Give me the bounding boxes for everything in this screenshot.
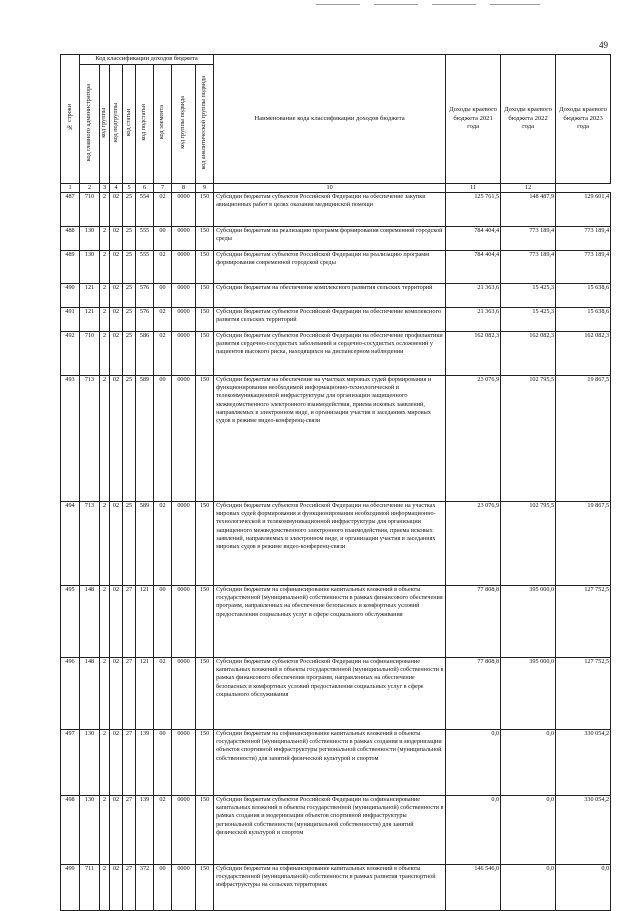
column-number: 12 — [501, 184, 556, 193]
subarticle-code: 576 — [136, 308, 154, 332]
income-2022: 162 082,3 — [501, 332, 556, 376]
income-2021: 0,0 — [446, 730, 501, 796]
article-code: 27 — [123, 796, 136, 865]
income-2022: 15 425,3 — [501, 284, 556, 308]
element-code: 02 — [154, 308, 172, 332]
row-number: 494 — [61, 502, 80, 586]
element-code: 02 — [154, 658, 172, 730]
subgroup-code: 02 — [110, 730, 123, 796]
income-2021: 784 404,4 — [446, 251, 501, 284]
group-code: 2 — [100, 376, 110, 502]
admin-code: 130 — [80, 730, 100, 796]
article-code: 25 — [123, 227, 136, 251]
table-row — [61, 284, 611, 308]
subarticle-code: 589 — [136, 502, 154, 586]
income-2021: 146 546,0 — [446, 865, 501, 911]
income-2022: 102 795,5 — [501, 376, 556, 502]
income-2023: 127 752,5 — [556, 658, 611, 730]
income-2022: 773 189,4 — [501, 227, 556, 251]
income-2022: 395 000,0 — [501, 586, 556, 658]
admin-code: 713 — [80, 376, 100, 502]
subtype-group-code: 0000 — [172, 332, 196, 376]
group-code: 2 — [100, 796, 110, 865]
analytic-group-code: 150 — [196, 251, 214, 284]
column-number: 1 — [61, 184, 80, 193]
income-2023: 773 189,4 — [556, 251, 611, 284]
subarticle-code: 121 — [136, 658, 154, 730]
analytic-group-code: 150 — [196, 376, 214, 502]
subtype-group-code: 0000 — [172, 376, 196, 502]
analytic-group-code: 150 — [196, 796, 214, 865]
subarticle-code: 576 — [136, 284, 154, 308]
element-code: 00 — [154, 227, 172, 251]
income-name: Субсидии бюджетам субъектов Российской Федерации на софинансирование капитальных вложений в объекты государственной (муниципальной) собственности в рамках финансового обеспечения программ, направленных на обеспечение безопасных и комфортных условий предоставления социальных услуг в сфере социального обслуживания — [214, 658, 446, 730]
income-name: Субсидии бюджетам на софинансирование капитальных вложений в объекты государственной (муниципальной) собственности в рамках создания и модернизации объектов спортивной инфраструктуры региональной собственности (муниципальной собственности) для занятий физической культурой и спортом — [214, 730, 446, 796]
income-2022: 102 795,5 — [501, 502, 556, 586]
header-income-2021: Доходы краевого бюджета 2021 года — [446, 55, 501, 184]
column-number: 6 — [136, 184, 154, 193]
income-2022: 15 425,3 — [501, 308, 556, 332]
group-code: 2 — [100, 251, 110, 284]
admin-code: 148 — [80, 658, 100, 730]
analytic-group-code: 150 — [196, 502, 214, 586]
analytic-group-code: 150 — [196, 284, 214, 308]
subgroup-code: 02 — [110, 284, 123, 308]
element-code: 00 — [154, 865, 172, 911]
income-2023: 19 867,5 — [556, 502, 611, 586]
table-row — [61, 376, 611, 502]
header-code-subarticle: код подстатьи — [136, 65, 154, 184]
column-number: 8 — [172, 184, 196, 193]
subarticle-code: 555 — [136, 251, 154, 284]
income-2023: 127 752,5 — [556, 586, 611, 658]
row-number: 492 — [61, 332, 80, 376]
table-row — [61, 308, 611, 332]
income-2022: 0,0 — [501, 865, 556, 911]
header-code-admin: код главного администратора — [80, 65, 100, 184]
subarticle-code: 589 — [136, 376, 154, 502]
element-code: 02 — [154, 251, 172, 284]
header-code-subgroup: код подгруппы — [110, 65, 123, 184]
element-code: 02 — [154, 332, 172, 376]
header-code-article: код статьи — [123, 65, 136, 184]
admin-code: 148 — [80, 586, 100, 658]
income-2022: 0,0 — [501, 730, 556, 796]
subgroup-code: 02 — [110, 796, 123, 865]
article-code: 25 — [123, 332, 136, 376]
row-number: 491 — [61, 308, 80, 332]
element-code: 02 — [154, 502, 172, 586]
group-code: 2 — [100, 227, 110, 251]
income-2021: 21 363,6 — [446, 284, 501, 308]
subtype-group-code: 0000 — [172, 284, 196, 308]
subarticle-code: 139 — [136, 796, 154, 865]
income-2023: 129 601,4 — [556, 193, 611, 227]
admin-code: 121 — [80, 284, 100, 308]
table-row — [61, 193, 611, 227]
admin-code: 130 — [80, 796, 100, 865]
header-income-2023: Доходы краевого бюджета 2023 года — [556, 55, 611, 184]
income-2023: 19 867,5 — [556, 376, 611, 502]
income-2023: 15 638,6 — [556, 308, 611, 332]
admin-code: 130 — [80, 227, 100, 251]
header-row-number: № строки — [61, 55, 80, 184]
row-number: 490 — [61, 284, 80, 308]
income-name: Субсидии бюджетам субъектов Российской Федерации на софинансирование капитальных вложений в объекты государственной (муниципальной) собственности в рамках создания и модернизации объектов спортивной инфраструктуры региональной собственности (муниципальной собственности) для занятий физической культурой и спортом — [214, 796, 446, 865]
subarticle-code: 554 — [136, 193, 154, 227]
admin-code: 713 — [80, 502, 100, 586]
income-name: Субсидии бюджетам на софинансирование капитальных вложений в объекты государственной (муниципальной) собственности в рамках развития транспортной инфраструктуры на сельских территориях — [214, 865, 446, 911]
subtype-group-code: 0000 — [172, 658, 196, 730]
header-name: Наименование кода классификации доходов бюджета — [214, 55, 446, 184]
income-2022: 773 189,4 — [501, 251, 556, 284]
table-row — [61, 586, 611, 658]
table-row — [61, 658, 611, 730]
element-code: 00 — [154, 284, 172, 308]
group-code: 2 — [100, 502, 110, 586]
group-code: 2 — [100, 865, 110, 911]
article-code: 27 — [123, 730, 136, 796]
row-number: 495 — [61, 586, 80, 658]
income-name: Субсидии бюджетам на реализацию программ формирования современной городской среды — [214, 227, 446, 251]
article-code: 25 — [123, 308, 136, 332]
page-number: 49 — [599, 40, 608, 50]
subarticle-code: 372 — [136, 865, 154, 911]
analytic-group-code: 150 — [196, 227, 214, 251]
group-code: 2 — [100, 332, 110, 376]
admin-code: 121 — [80, 308, 100, 332]
analytic-group-code: 150 — [196, 658, 214, 730]
income-2022: 395 000,0 — [501, 658, 556, 730]
admin-code: 711 — [80, 865, 100, 911]
row-number: 493 — [61, 376, 80, 502]
income-2021: 162 082,3 — [446, 332, 501, 376]
row-number: 488 — [61, 227, 80, 251]
subtype-group-code: 0000 — [172, 193, 196, 227]
subarticle-code: 139 — [136, 730, 154, 796]
analytic-group-code: 150 — [196, 332, 214, 376]
row-number: 496 — [61, 658, 80, 730]
income-2021: 77 808,8 — [446, 658, 501, 730]
row-number: 487 — [61, 193, 80, 227]
element-code: 00 — [154, 376, 172, 502]
admin-code: 130 — [80, 251, 100, 284]
column-number-row — [61, 184, 611, 193]
analytic-group-code: 150 — [196, 308, 214, 332]
element-code: 02 — [154, 193, 172, 227]
subtype-group-code: 0000 — [172, 251, 196, 284]
table-body — [61, 193, 611, 911]
income-2023: 162 082,3 — [556, 332, 611, 376]
subtype-group-code: 0000 — [172, 227, 196, 251]
scan-artifact-line — [374, 4, 418, 5]
group-code: 2 — [100, 193, 110, 227]
income-2021: 784 404,4 — [446, 227, 501, 251]
subgroup-code: 02 — [110, 251, 123, 284]
element-code: 02 — [154, 796, 172, 865]
income-name: Субсидии бюджетам субъектов Российской Федерации на обеспечение профилактики развития сердечно-сосудистых заболеваний и сердечно-сосудистых осложнений у пациентов высокого риска, находящихся на диспансерном наблюдении — [214, 332, 446, 376]
income-name: Субсидии бюджетам субъектов Российской Федерации на обеспечение комплексного развития сельских территорий — [214, 308, 446, 332]
article-code: 27 — [123, 586, 136, 658]
table-row — [61, 227, 611, 251]
subgroup-code: 02 — [110, 658, 123, 730]
header-code-group-col: код группы — [100, 65, 110, 184]
subgroup-code: 02 — [110, 376, 123, 502]
header-income-2022: Доходы краевого бюджета 2022 года — [501, 55, 556, 184]
income-name: Субсидии бюджетам на софинансирование капитальных вложений в объекты государственной (муниципальной) собственности в рамках финансового обеспечения программ, направленных на обеспечение безопасных и комфортных условий предоставления социальных услуг в сфере социального обслуживания — [214, 586, 446, 658]
column-number: 3 — [100, 184, 110, 193]
header-code-element: код элемента — [154, 65, 172, 184]
subgroup-code: 02 — [110, 586, 123, 658]
column-number: 2 — [80, 184, 100, 193]
header-code-group: Код классификации доходов бюджета — [80, 55, 214, 65]
column-number: 5 — [123, 184, 136, 193]
article-code: 25 — [123, 502, 136, 586]
subtype-group-code: 0000 — [172, 730, 196, 796]
income-name: Субсидии бюджетам на обеспечение комплексного развития сельских территорий — [214, 284, 446, 308]
income-2021: 21 363,6 — [446, 308, 501, 332]
column-number: 11 — [446, 184, 501, 193]
subgroup-code: 02 — [110, 308, 123, 332]
table-row — [61, 796, 611, 865]
table-row — [61, 502, 611, 586]
column-number: 7 — [154, 184, 172, 193]
income-2022: 148 487,9 — [501, 193, 556, 227]
table-row — [61, 332, 611, 376]
admin-code: 710 — [80, 332, 100, 376]
income-2021: 0,0 — [446, 796, 501, 865]
income-2023: 330 054,2 — [556, 796, 611, 865]
row-number: 489 — [61, 251, 80, 284]
element-code: 00 — [154, 730, 172, 796]
article-code: 27 — [123, 865, 136, 911]
group-code: 2 — [100, 658, 110, 730]
analytic-group-code: 150 — [196, 730, 214, 796]
admin-code: 710 — [80, 193, 100, 227]
income-2023: 15 638,6 — [556, 284, 611, 308]
subtype-group-code: 0000 — [172, 796, 196, 865]
column-number: 9 — [196, 184, 214, 193]
row-number: 497 — [61, 730, 80, 796]
subgroup-code: 02 — [110, 332, 123, 376]
subtype-group-code: 0000 — [172, 308, 196, 332]
subtype-group-code: 0000 — [172, 586, 196, 658]
subarticle-code: 555 — [136, 227, 154, 251]
scan-artifact-line — [490, 4, 540, 5]
group-code: 2 — [100, 308, 110, 332]
table-row — [61, 865, 611, 911]
group-code: 2 — [100, 284, 110, 308]
article-code: 25 — [123, 376, 136, 502]
income-2023: 330 054,2 — [556, 730, 611, 796]
scan-artifact-line — [316, 4, 360, 5]
row-number: 499 — [61, 865, 80, 911]
table-row — [61, 251, 611, 284]
analytic-group-code: 150 — [196, 586, 214, 658]
subtype-group-code: 0000 — [172, 865, 196, 911]
income-2023: 0,0 — [556, 865, 611, 911]
analytic-group-code: 150 — [196, 865, 214, 911]
group-code: 2 — [100, 586, 110, 658]
column-number: 4 — [110, 184, 123, 193]
subgroup-code: 02 — [110, 865, 123, 911]
income-2021: 23 076,9 — [446, 376, 501, 502]
subtype-group-code: 0000 — [172, 502, 196, 586]
header-code-subtype-group: код группы подвида — [172, 65, 196, 184]
subarticle-code: 121 — [136, 586, 154, 658]
income-name: Субсидии бюджетам на обеспечение на участках мировых судей формирования и функционирования необходимой информационно-технологической и телекоммуникационной инфраструктуры для организации защищенного межведомственного электронного взаимодействия, приема исковых заявлений, направляемых в электронном виде, и организации участия в заседаниях мировых судов в режиме видео-конференц-связи — [214, 376, 446, 502]
income-name: Субсидии бюджетам субъектов Российской Федерации на реализацию программ формирования современной городской среды — [214, 251, 446, 284]
budget-income-table — [60, 54, 611, 911]
subarticle-code: 586 — [136, 332, 154, 376]
article-code: 25 — [123, 284, 136, 308]
income-2022: 0,0 — [501, 796, 556, 865]
analytic-group-code: 150 — [196, 193, 214, 227]
income-2021: 77 808,8 — [446, 586, 501, 658]
income-2021: 23 076,9 — [446, 502, 501, 586]
table-row — [61, 730, 611, 796]
scan-artifact-line — [432, 4, 476, 5]
group-code: 2 — [100, 730, 110, 796]
income-2021: 125 761,5 — [446, 193, 501, 227]
article-code: 27 — [123, 658, 136, 730]
income-name: Субсидии бюджетам субъектов Российской Федерации на обеспечение на участках мировых судей формирования и функционирования необходимой информационно-технологической и телекоммуникационной инфраструктуры для организации защищенного межведомственного электронного взаимодействия, приема исковых заявлений, направляемых в электронном виде, и организации участия в заседаниях мировых судов в режиме видео-конференц-связи — [214, 502, 446, 586]
row-number: 498 — [61, 796, 80, 865]
element-code: 00 — [154, 586, 172, 658]
income-name: Субсидии бюджетам субъектов Российской Федерации на обеспечение закупки авиационных работ в целях оказания медицинской помощи — [214, 193, 446, 227]
column-number: 10 — [214, 184, 446, 193]
subgroup-code: 02 — [110, 227, 123, 251]
article-code: 25 — [123, 251, 136, 284]
subgroup-code: 02 — [110, 193, 123, 227]
income-2023: 773 189,4 — [556, 227, 611, 251]
header-code-analytic-group: код аналитической группы подвида — [196, 65, 214, 184]
article-code: 25 — [123, 193, 136, 227]
subgroup-code: 02 — [110, 502, 123, 586]
